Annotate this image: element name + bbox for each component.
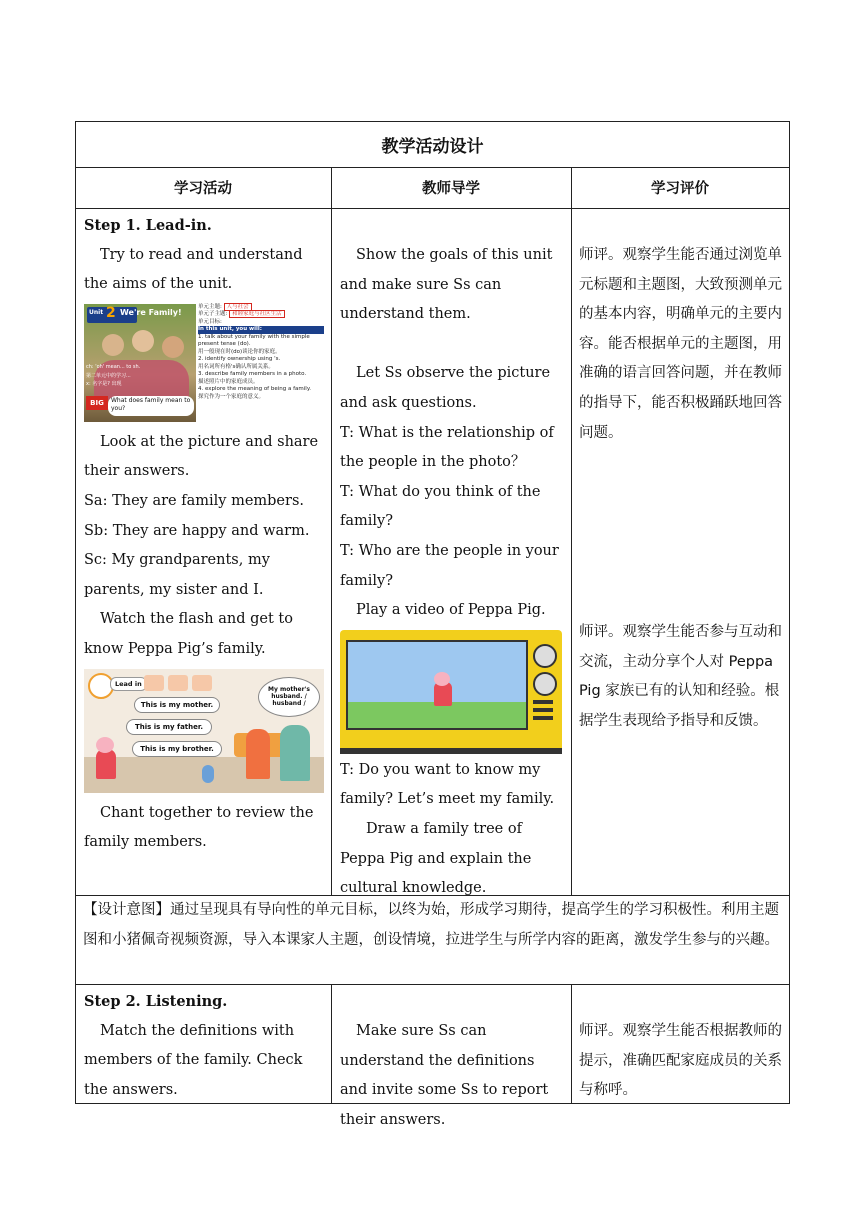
eval-text: 师评。观察学生能否根据教师的提示，准确匹配家庭成员的关系与称呼。 [579, 1023, 782, 1099]
tv-knob-icon [533, 644, 557, 668]
column-divider [331, 167, 332, 895]
header-teacher-guidance: 教师导学 [422, 181, 480, 197]
activity-text: Look at the picture and share their answers. [84, 433, 319, 480]
eval-text: 师评。观察学生能否通过浏览单元标题和主题图，大致预测单元的基本内容，明确单元的主要内容。能否根据单元的主题图，用准确的语言回答问题，并在教师的指导下，能否积极踊跃地回答问题。 [579, 247, 782, 441]
teacher-text: T: What do you think of the family? [340, 483, 541, 530]
video-screen [346, 640, 528, 730]
column-divider [571, 167, 572, 895]
step1-title: Step 1. Lead-in. [84, 217, 212, 234]
step1-activity-cell [84, 211, 324, 858]
peppa-video-tv [340, 630, 562, 754]
activity-design-table [75, 121, 790, 1128]
activity-text: Try to read and understand the aims of the unit. [84, 246, 303, 293]
eval-text: 师评。观察学生能否参与互动和交流，主动分享个人对 Peppa Pig 家族已有的认知和经验。根据学生表现给予指导和反馈。 [579, 624, 782, 729]
step2-eval-cell [579, 1017, 785, 1106]
activity-text: Chant together to review the family members. [84, 804, 314, 851]
family-photo: Unit 2 We're Family! BIG What does family mean to you? ch: 'oh' mean... to sh. 第二单元中的学习... x: 名字是? 出现 [84, 304, 196, 422]
step2-teacher-cell [340, 1017, 566, 1135]
column-divider [571, 984, 572, 1103]
table-rule [75, 208, 790, 209]
teacher-text: T: Do you want to know my family? Let’s meet my family. [340, 761, 555, 808]
step2-activity-cell [84, 987, 324, 1105]
activity-text: Sb: They are happy and warm. [84, 522, 310, 539]
header-learning-activity: 学习活动 [174, 181, 232, 197]
teacher-text: T: Who are the people in your family? [340, 542, 559, 589]
table-border-left [75, 121, 76, 1104]
teacher-text: Show the goals of this unit and make sure Ss can understand them. [340, 247, 553, 323]
design-intent: 【设计意图】通过呈现具有导向性的单元目标，以终为始，形成学习期待，提高学生的学习积极性。利用主题图和小猪佩奇视频资源，导入本课家人主题，创设情境，拉进学生与所学内容的距离，激发学生参与的兴趣。 [83, 902, 779, 948]
unit-goals-image [84, 304, 324, 422]
step1-teacher-cell [340, 241, 566, 904]
header-learning-evaluation: 学习评价 [651, 181, 709, 197]
peppa-figure [96, 749, 116, 779]
step1-eval-cell [579, 241, 785, 448]
activity-text: Sc: My grandparents, my parents, my sister and I. [84, 552, 270, 598]
step1-eval-cell-2 [579, 618, 785, 736]
teacher-text: Let Ss observe the picture and ask questions. [340, 365, 551, 411]
table-title: 教学活动设计 [381, 136, 484, 157]
activity-text: Match the definitions with members of the family. Check the answers. [84, 1022, 303, 1098]
unit-goals-text: 单元主题: 人与社会 单元子主题: 和睦家庭与社区生活 单元目标: In this unit, you will: 1. talk about your family with the simple present tense (do). 用一般现在时(do)谈论你的家庭。 2. identify ownership using 's. 用名词所有格's确认所属关系。 3. describe family members in a photo. 描述照片中的家庭成员。 4. explore the meaning of being a family. 探究作为一个家庭的意义。 [198, 304, 324, 422]
table-rule [75, 984, 790, 985]
teacher-text: Make sure Ss can understand the definitions and invite some Ss to report their answers. [340, 1023, 549, 1128]
teacher-text: Play a video of Peppa Pig. [356, 602, 546, 619]
teacher-text: Draw a family tree of Peppa Pig and explain the cultural knowledge. [340, 820, 532, 897]
peppa-family-image: Lead in This is my mother. This is my father. This is my brother. My mother's husband. / husband / [84, 669, 324, 793]
teacher-text: T: What is the relationship of the people in the photo？ [340, 424, 554, 471]
step2-title: Step 2. Listening. [84, 993, 228, 1010]
column-divider [331, 984, 332, 1103]
table-border-right [789, 121, 790, 1104]
tv-knob-icon [533, 672, 557, 696]
activity-text: Sa: They are family members. [84, 492, 304, 509]
activity-text: Watch the flash and get to know Peppa Pig’s family. [84, 611, 293, 657]
